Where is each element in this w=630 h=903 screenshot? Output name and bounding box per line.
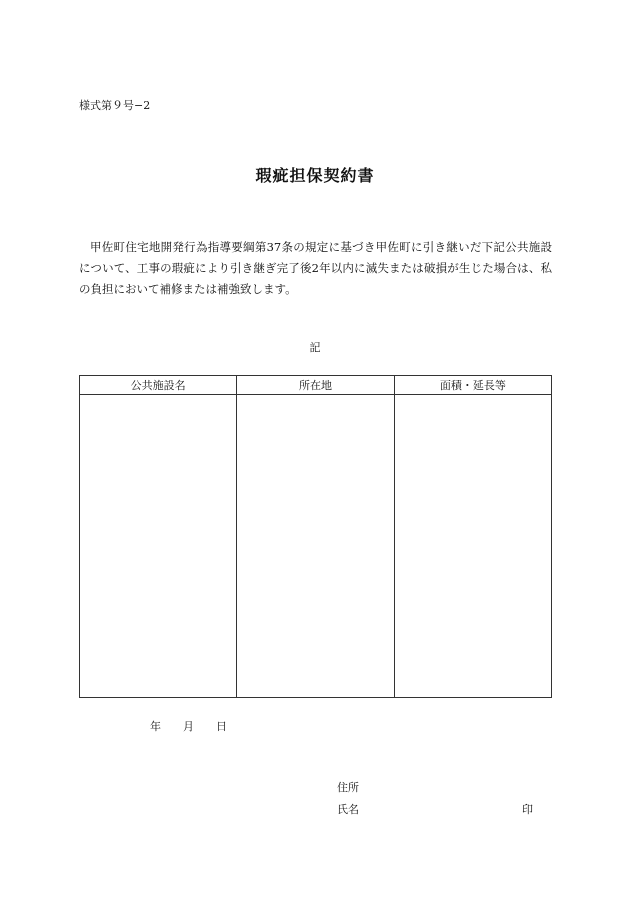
document-title: 瑕疵担保契約書 xyxy=(255,166,375,185)
date-day: 日 xyxy=(216,720,227,733)
address-label: 住所 xyxy=(337,781,359,794)
header-location: 所在地 xyxy=(237,376,394,395)
table-header-row xyxy=(80,376,552,395)
section-marker: 記 xyxy=(309,341,321,354)
seal-label: 印 xyxy=(522,803,533,816)
body-paragraph: 甲佐町住宅地開発行為指導要綱第37条の規定に基づき甲佐町に引き継いだ下記公共施設について、工事の瑕疵により引き継ぎ完了後2年以内に滅失または破損が生じた場合は、私の負担において補修または補強致します。 xyxy=(79,240,552,296)
header-area-length: 面積・延長等 xyxy=(394,376,551,395)
cell-location xyxy=(237,395,394,698)
form-number: 様式第９号−2 xyxy=(79,99,151,112)
header-facility-name: 公共施設名 xyxy=(80,376,237,395)
cell-area-length xyxy=(394,395,551,698)
cell-facility-name xyxy=(80,395,237,698)
date-year: 年 xyxy=(150,720,161,733)
date-month: 月 xyxy=(183,720,194,733)
date-line xyxy=(150,718,227,734)
name-label: 氏名 xyxy=(337,803,359,816)
table-row xyxy=(80,395,552,698)
facility-table xyxy=(79,375,552,698)
